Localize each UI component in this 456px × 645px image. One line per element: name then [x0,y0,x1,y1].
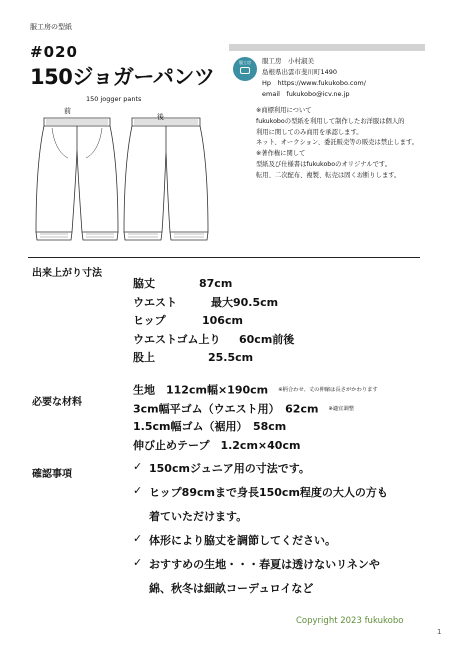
material-text: 生地 112cm幅×190cm [133,383,269,397]
contact-website[interactable]: Hp https://www.fukukobo.com/ [262,79,366,87]
checkmark-icon: ✓ [133,532,143,545]
measurement-label: ヒップ [133,314,166,328]
contact-address: 島根県出雲市斐川町1490 [262,68,338,76]
measurement-row [133,294,279,313]
contact-email[interactable]: email fukukobo@icv.ne.jp [262,90,350,98]
note-line: 型紙及び仕様書はfukukoboのオリジナルです。 [256,160,392,168]
measurement-row [133,312,243,331]
materials-heading: 必要な材料 [32,397,82,408]
measurement-value: 106cm [202,314,243,328]
pattern-code: #020 [30,43,78,61]
measurement-value: 25.5cm [208,351,254,365]
check-items-heading: 確認事項 [32,469,72,480]
material-row [133,381,378,400]
material-row [133,418,378,437]
copyright: Copyright 2023 fukukobo [296,616,404,626]
contact-info [262,56,366,100]
material-row [133,400,378,419]
page-title: 150ジョガーパンツ [30,65,215,89]
check-item-text: 綿、秋冬は細畝コーデュロイなど [149,582,314,595]
note-line: ネット、オークション、委託販売等の販売は禁止します。 [256,139,419,147]
sewing-machine-icon [240,67,250,74]
measurement-label: ウエストゴム上り [133,332,221,346]
material-text: 1.5cm幅ゴム（裾用） 58cm [133,420,287,434]
measurement-value: 60cm前後 [239,332,295,346]
material-row [133,437,378,456]
measurement-row [133,349,254,368]
measurement-label: 股上 [133,351,155,365]
back-pants-drawing [124,118,208,240]
front-label: 前 [64,107,71,115]
checkmark-icon: ✓ [133,556,143,569]
check-item-text: 体形により脇丈を調節してください。 [149,534,336,547]
pants-illustration [28,114,226,248]
front-pants-drawing [36,118,118,240]
measurement-label: 脇丈 [133,277,155,290]
section-divider [28,257,420,258]
note-line: 利用に関してのみ商用を承認します。 [256,128,363,136]
materials-list [133,381,378,455]
material-text: 3cm幅平ゴム（ウエスト用） 62cm [133,401,319,415]
check-item-text: おすすめの生地・・・春夏は透けないリネンや [149,558,380,571]
back-label: 後 [157,113,164,121]
note-line: 転用、二次配布、複製、転売は固くお断りします。 [256,171,401,179]
finished-size-heading: 出来上がり寸法 [32,268,102,279]
check-item-text: ヒップ89cmまで身長150cm程度の大人の方も [149,486,388,499]
note-line: ※商標利用について [256,107,312,114]
measurements-list [133,275,295,368]
fukukobo-logo [233,57,257,81]
logo-text: 服工房 [239,60,251,65]
note-line: ※著作権に関して [256,150,306,158]
note-line: fukukoboの型紙を利用して制作したお洋服は個人的 [256,117,405,125]
check-item-text: 150cmジュニア用の寸法です。 [149,462,310,475]
measurement-row [133,275,233,294]
measurement-value: 87cm [199,277,233,290]
measurement-value: 最大90.5cm [211,295,279,309]
contact-header-bar [229,44,425,51]
check-item-text: 着ていただけます。 [149,510,248,523]
checkmark-icon: ✓ [133,484,143,497]
checkmark-icon: ✓ [133,460,143,473]
page-number: 1 [437,628,442,636]
contact-name: 服工房 小村淑美 [262,57,314,65]
brand-label: 服工房の型紙 [30,23,72,31]
usage-notes [256,106,418,182]
material-note: ※適宜調整 [328,405,355,412]
material-text: 伸び止めテープ 1.2cm×40cm [133,438,301,452]
page-subtitle: 150 jogger pants [86,95,142,103]
measurement-label: ウエスト [133,295,177,309]
measurement-row [133,331,295,350]
material-note: ※柄合わせ、丈の伸縮は長さがかわります [278,387,378,393]
